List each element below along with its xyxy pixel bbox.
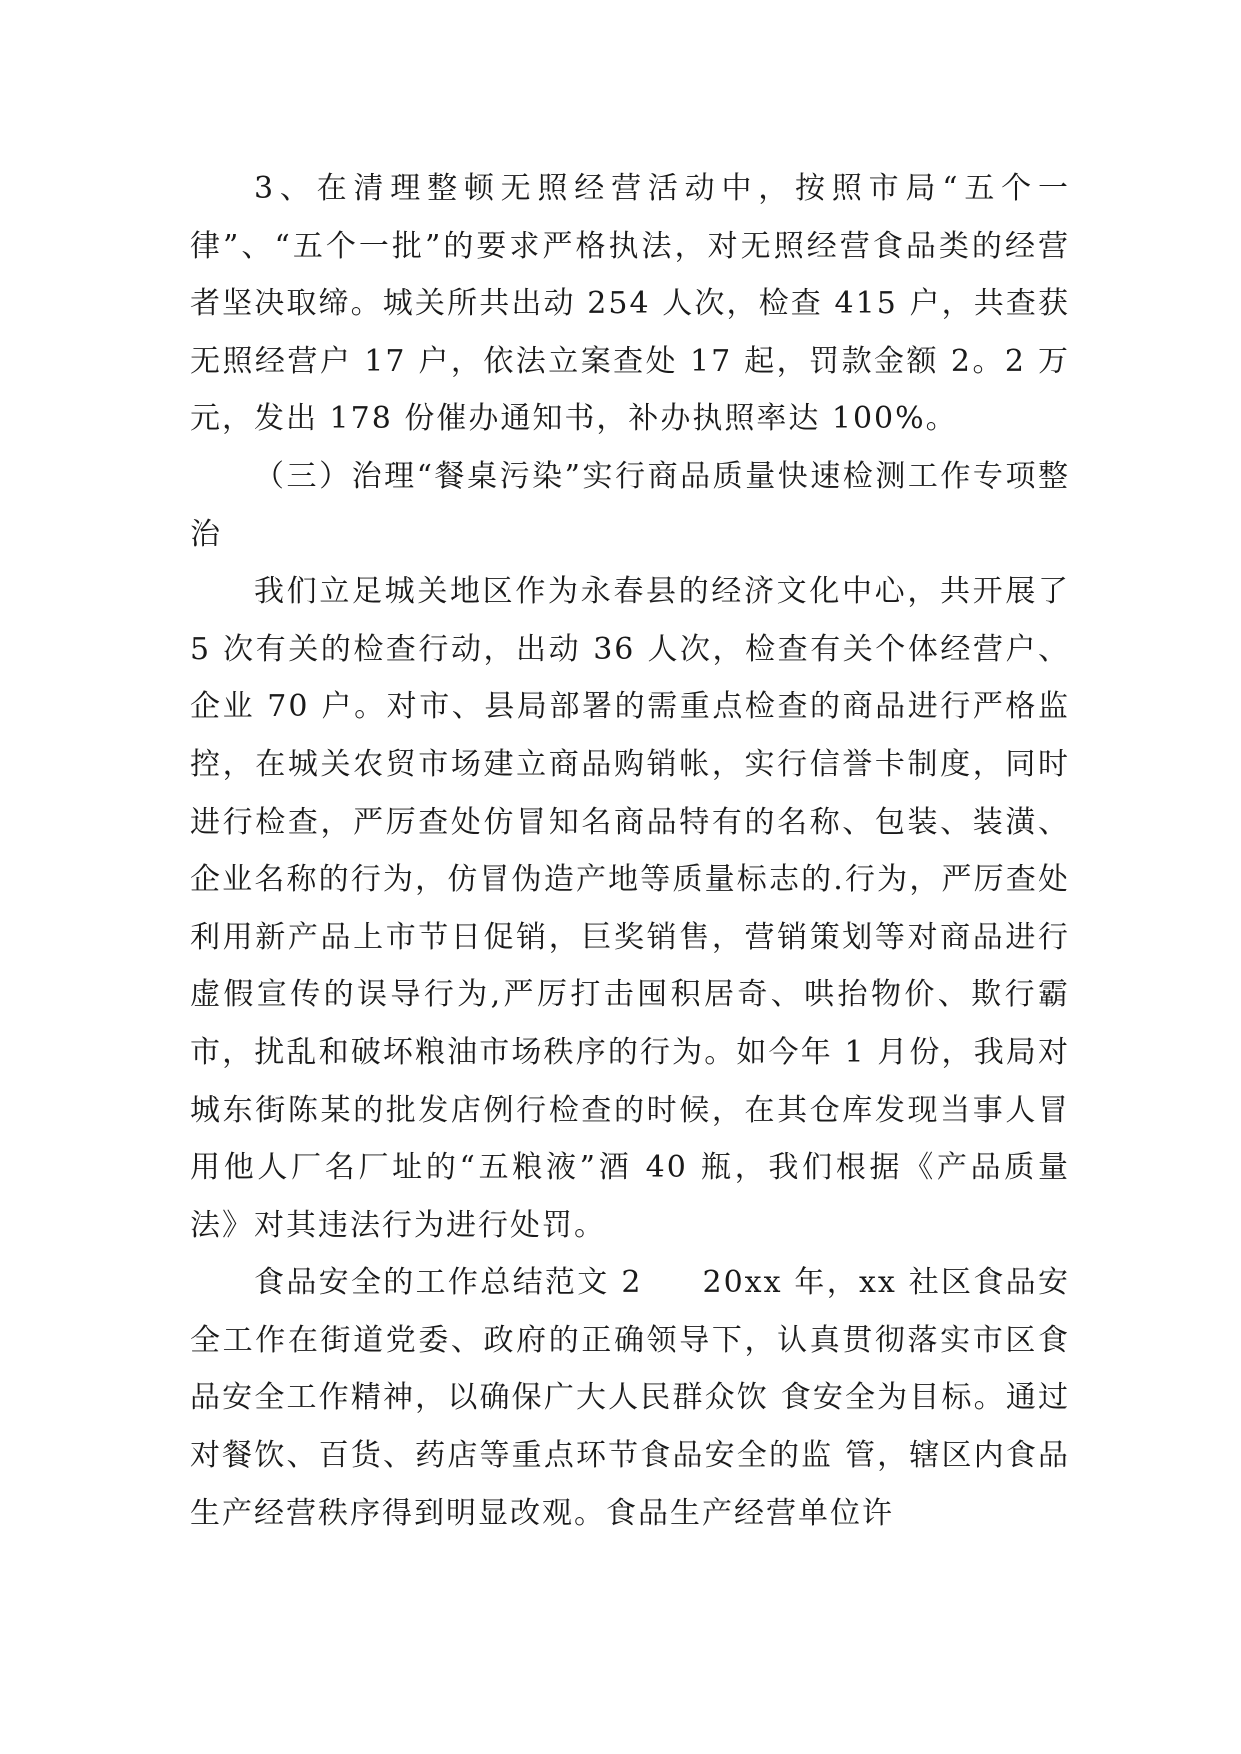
summary-heading: 食品安全的工作总结范文 2 (254, 1265, 643, 1301)
summary-body: 20xx 年，xx 社区食品安全工作在街道党委、政府的正确领导下，认真贯彻落实市区食品安全工作精神，以确保广大人民群众饮 食安全为目标。通过对餐饮、百货、药店等重点环节食品安全的监 管，辖区内食品生产经营秩序得到明显改观。食品生产经营单位许 (190, 1265, 1071, 1531)
section-heading-table-pollution: （三）治理“餐桌污染”实行商品质量快速检测工作专项整治 (190, 458, 1070, 552)
paragraph-summary-2 (190, 1254, 1070, 1542)
paragraph-unlicensed-business: 3、在清理整顿无照经营活动中，按照市局“五个一律”、“五个一批”的要求严格执法，对无照经营食品类的经营者坚决取缔。城关所共出动 254 人次，检查 415 户，共查获无照经营户 17 户，依法立案查处 17 起，罚款金额 2。2 万元，发出 178 份催办通知书，补办执照率达 100%。 (190, 171, 1070, 437)
paragraph-inspection-actions: 我们立足城关地区作为永春县的经济文化中心，共开展了 5 次有关的检查行动，出动 36 人次，检查有关个体经营户、企业 70 户。对市、县局部署的需重点检查的商品进行严格监控，在城关农贸市场建立商品购销帐，实行信誉卡制度，同时进行检查，严厉查处仿冒知名商品特有的名称、包装、装潢、企业名称的行为，仿冒伪造产地等质量标志的.行为，严厉查处利用新产品上市节日促销，巨奖销售，营销策划等对商品进行虚假宣传的误导行为,严厉打击囤积居奇、哄抬物价、欺行霸市，扰乱和破坏粮油市场秩序的行为。如今年 1 月份，我局对城东街陈某的批发店例行检查的时候，在其仓库发现当事人冒用他人厂名厂址的“五粮液”酒 40 瓶，我们根据《产品质量法》对其违法行为进行处罚。 (190, 574, 1070, 1243)
document-body (190, 160, 1070, 1542)
